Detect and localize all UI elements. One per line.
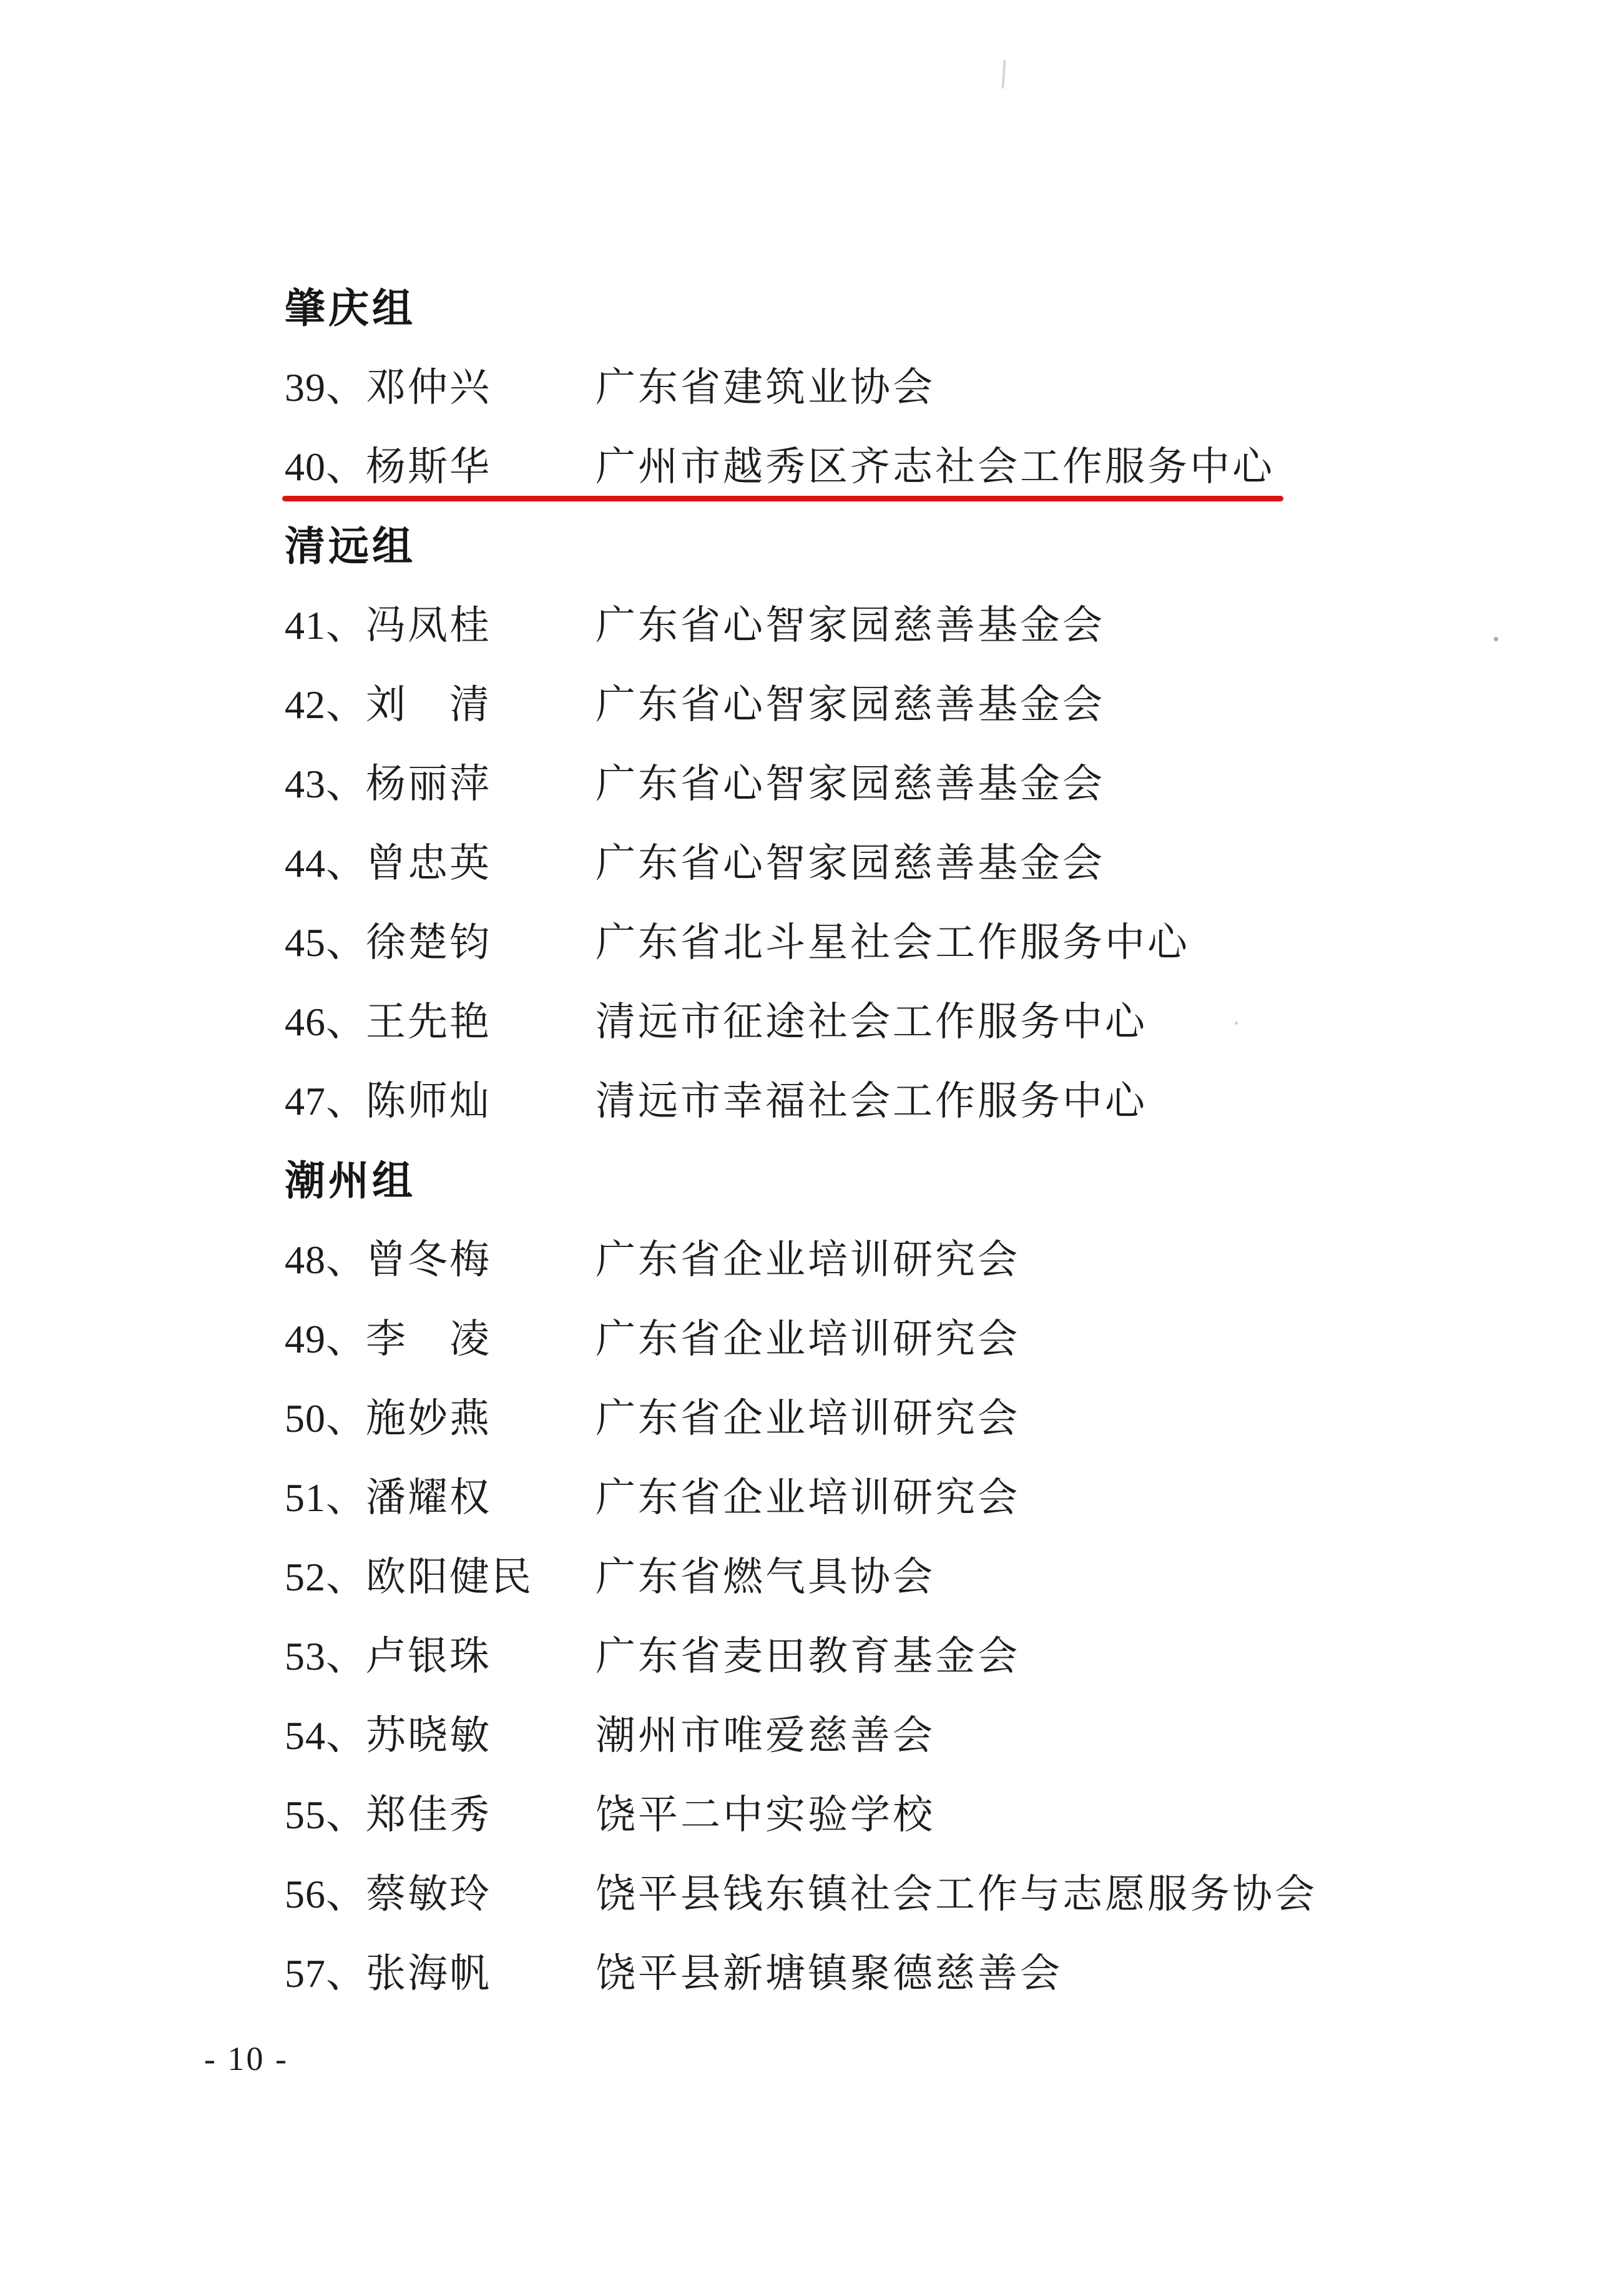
entry-organization: 广东省建筑业协会	[596, 365, 935, 410]
entry-organization: 广东省心智家园慈善基金会	[596, 761, 1105, 806]
entry-organization: 饶平县钱东镇社会工作与志愿服务协会	[596, 1871, 1317, 1916]
group-heading-label: 肇庆组	[285, 285, 416, 331]
entry-organization: 潮州市唯爱慈善会	[596, 1713, 935, 1758]
entry-organization: 饶平县新塘镇聚德慈善会	[596, 1951, 1062, 1996]
entry-number: 52、	[285, 1554, 366, 1599]
entry-name: 杨斯华	[366, 444, 491, 489]
entry-name: 杨丽萍	[366, 761, 491, 806]
entry-number: 50、	[285, 1396, 366, 1441]
entry-organization: 广东省企业培训研究会	[596, 1316, 1020, 1361]
entry-name: 苏晓敏	[366, 1713, 491, 1758]
entry-number: 41、	[285, 603, 366, 648]
entry-organization: 广东省心智家园慈善基金会	[596, 840, 1105, 885]
list-item	[285, 1851, 1408, 1930]
entry-name: 邓仲兴	[366, 365, 491, 410]
entry-name: 徐楚钧	[366, 920, 491, 965]
entry-number: 45、	[285, 920, 366, 965]
entry-number: 40、	[285, 444, 366, 489]
list-item	[285, 1930, 1408, 2009]
entry-name: 冯凤桂	[366, 603, 491, 648]
entry-organization: 饶平二中实验学校	[596, 1792, 935, 1837]
entry-organization: 广东省麦田教育基金会	[596, 1633, 1020, 1678]
group-heading	[285, 503, 1408, 582]
list-item	[285, 978, 1408, 1058]
list-item	[285, 1216, 1408, 1296]
list-item	[285, 899, 1408, 978]
entry-organization: 广东省燃气具协会	[596, 1554, 935, 1599]
group-heading	[285, 1137, 1408, 1216]
entry-name: 曾冬梅	[366, 1237, 491, 1282]
entry-number: 55、	[285, 1792, 366, 1837]
entry-number: 47、	[285, 1078, 366, 1123]
list-item	[285, 582, 1408, 661]
page-number: - 10 -	[204, 2040, 288, 2077]
entry-organization: 广东省心智家园慈善基金会	[596, 682, 1105, 727]
entry-name: 施妙燕	[366, 1396, 491, 1441]
group-heading-label: 潮州组	[285, 1157, 416, 1203]
entry-organization: 广州市越秀区齐志社会工作服务中心	[596, 444, 1275, 489]
entry-name: 李 凌	[366, 1316, 491, 1361]
group-heading-label: 清远组	[285, 523, 416, 569]
list-item	[285, 741, 1408, 820]
list-item	[285, 661, 1408, 741]
entry-name: 曾忠英	[366, 840, 491, 885]
entry-name: 卢银珠	[366, 1633, 491, 1678]
entry-number: 51、	[285, 1475, 366, 1520]
entry-number: 53、	[285, 1633, 366, 1678]
entry-number: 43、	[285, 761, 366, 806]
entry-name: 潘耀权	[366, 1475, 491, 1520]
entry-number: 57、	[285, 1951, 366, 1996]
entry-organization: 广东省北斗星社会工作服务中心	[596, 920, 1190, 965]
entry-organization: 广东省企业培训研究会	[596, 1237, 1020, 1282]
entry-name: 蔡敏玲	[366, 1871, 491, 1916]
entry-number: 54、	[285, 1713, 366, 1758]
list-item	[285, 1692, 1408, 1771]
entry-number: 39、	[285, 365, 366, 410]
entry-name: 张海帆	[366, 1951, 491, 1996]
entry-organization: 广东省企业培训研究会	[596, 1475, 1020, 1520]
entry-number: 48、	[285, 1237, 366, 1282]
list-item	[285, 1534, 1408, 1613]
group-list	[285, 265, 1408, 2009]
entry-number: 42、	[285, 682, 366, 727]
list-item	[285, 1058, 1408, 1137]
entry-organization: 清远市征途社会工作服务中心	[596, 999, 1147, 1044]
scan-speck	[1494, 637, 1498, 641]
red-underline	[282, 496, 1283, 501]
entry-number: 56、	[285, 1871, 366, 1916]
list-item	[285, 1771, 1408, 1851]
entry-organization: 清远市幸福社会工作服务中心	[596, 1078, 1147, 1123]
entry-number: 49、	[285, 1316, 366, 1361]
group-heading	[285, 265, 1408, 344]
list-item	[285, 1296, 1408, 1375]
list-item	[285, 1454, 1408, 1534]
list-item	[285, 423, 1408, 503]
entry-name: 刘 清	[366, 682, 491, 727]
entry-name: 王先艳	[366, 999, 491, 1044]
list-item	[285, 1375, 1408, 1454]
entry-name: 欧阳健民	[366, 1554, 533, 1599]
entry-organization: 广东省企业培训研究会	[596, 1396, 1020, 1441]
entry-organization: 广东省心智家园慈善基金会	[596, 603, 1105, 648]
list-item	[285, 1613, 1408, 1692]
list-item	[285, 820, 1408, 899]
scan-speck	[1001, 60, 1006, 89]
entry-name: 陈师灿	[366, 1078, 491, 1123]
entry-number: 44、	[285, 840, 366, 885]
entry-name: 郑佳秀	[366, 1792, 491, 1837]
list-item	[285, 344, 1408, 423]
entry-number: 46、	[285, 999, 366, 1044]
